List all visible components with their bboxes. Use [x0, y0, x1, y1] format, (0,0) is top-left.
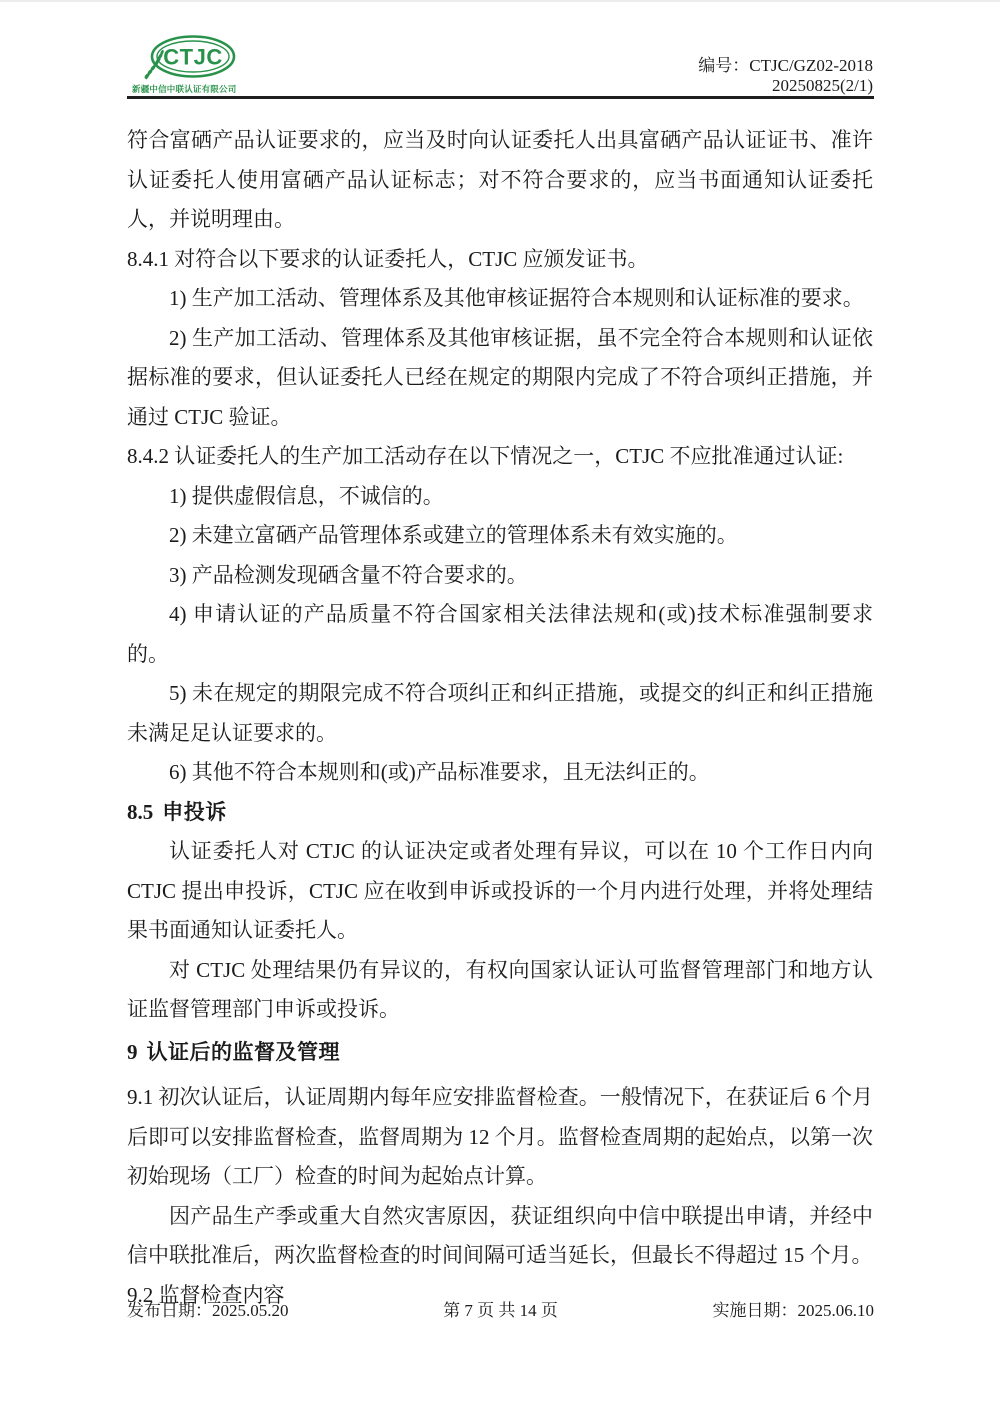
section-8-4-1: 8.4.1 对符合以下要求的认证委托人，CTJC 应颁发证书。 [127, 246, 649, 271]
list-item: 5) 未在规定的期限完成不符合项纠正和纠正措施，或提交的纠正和纠正措施未满足足认证要求的。 [127, 681, 873, 745]
section-heading-8-5 [127, 793, 873, 833]
doc-number-block [698, 56, 873, 95]
paragraph: 符合富硒产品认证要求的，应当及时向认证委托人出具富硒产品认证证书、准许认证委托人使用富硒产品认证标志；对不符合要求的，应当书面通知认证委托人，并说明理由。 [127, 128, 873, 231]
list-item: 1) 提供虚假信息，不诚信的。 [169, 483, 444, 508]
document-body [127, 121, 873, 1315]
svg-text:CTJC: CTJC [163, 44, 223, 70]
list-item: 6) 其他不符合本规则和(或)产品标准要求，且无法纠正的。 [169, 760, 710, 784]
list-item: 3) 产品检测发现硒含量不符合要求的。 [169, 562, 528, 587]
list-item: 2) 生产加工活动、管理体系及其他审核证据，虽不完全符合本规则和认证依据标准的要求，但认证委托人已经在规定的期限内完成了不符合项纠正措施，并通过 CTJC 验证。 [127, 325, 873, 429]
page-footer [127, 1296, 874, 1321]
section-heading-9 [127, 1033, 873, 1073]
section-9-2: 9.2 监督检查内容 [127, 1282, 285, 1307]
company-name: 新疆中信中联认证有限公司 [132, 84, 237, 94]
page-number: 第 7 页 共 14 页 [443, 1301, 558, 1320]
list-item: 2) 未建立富硒产品管理体系或建立的管理体系未有效实施的。 [169, 523, 738, 547]
ctjc-logo-icon [136, 35, 236, 82]
implementation-date: 实施日期：2025.06.10 [712, 1301, 874, 1320]
section-title: 认证后的监督及管理 [146, 1040, 340, 1064]
section-title: 申投诉 [162, 800, 227, 824]
list-item: 1) 生产加工活动、管理体系及其他审核证据符合本规则和认证标准的要求。 [169, 286, 864, 310]
paragraph: 因产品生产季或重大自然灾害原因，获证组织向中信中联提出申请，并经中信中联批准后，两次监督检查的时间间隔可适当延长，但最长不得超过 15 个月。 [127, 1203, 873, 1267]
section-9-1: 9.1 初次认证后，认证周期内每年应安排监督检查。一般情况下，在获证后 6 个月后即可以安排监督检查，监督周期为 12 个月。监督检查周期的起始点，以第一次初始现场（工厂）检查的时间为起始点计算。 [127, 1085, 873, 1188]
doc-number-line2: 20250825(2/1) [771, 75, 873, 95]
header-divider [127, 96, 874, 99]
paragraph: 对 CTJC 处理结果仍有异议的，有权向国家认证认可监督管理部门和地方认证监督管理部门申诉或投诉。 [127, 957, 873, 1021]
issue-date: 发布日期：2025.05.20 [127, 1301, 289, 1320]
section-8-4-2: 8.4.2 认证委托人的生产加工活动存在以下情况之一，CTJC 不应批准通过认证: [127, 444, 844, 468]
doc-number-line1: 编号：CTJC/GZ02-2018 [698, 56, 873, 75]
section-number: 9 [127, 1039, 138, 1064]
section-number: 8.5 [127, 799, 154, 824]
paragraph: 认证委托人对 CTJC 的认证决定或者处理有异议，可以在 10 个工作日内向 CTJC 提出申投诉，CTJC 应在收到申诉或投诉的一个月内进行处理，并将处理结果书面通知认证委托人。 [127, 839, 873, 942]
list-item: 4) 申请认证的产品质量不符合国家相关法律法规和(或)技术标准强制要求的。 [127, 602, 873, 666]
